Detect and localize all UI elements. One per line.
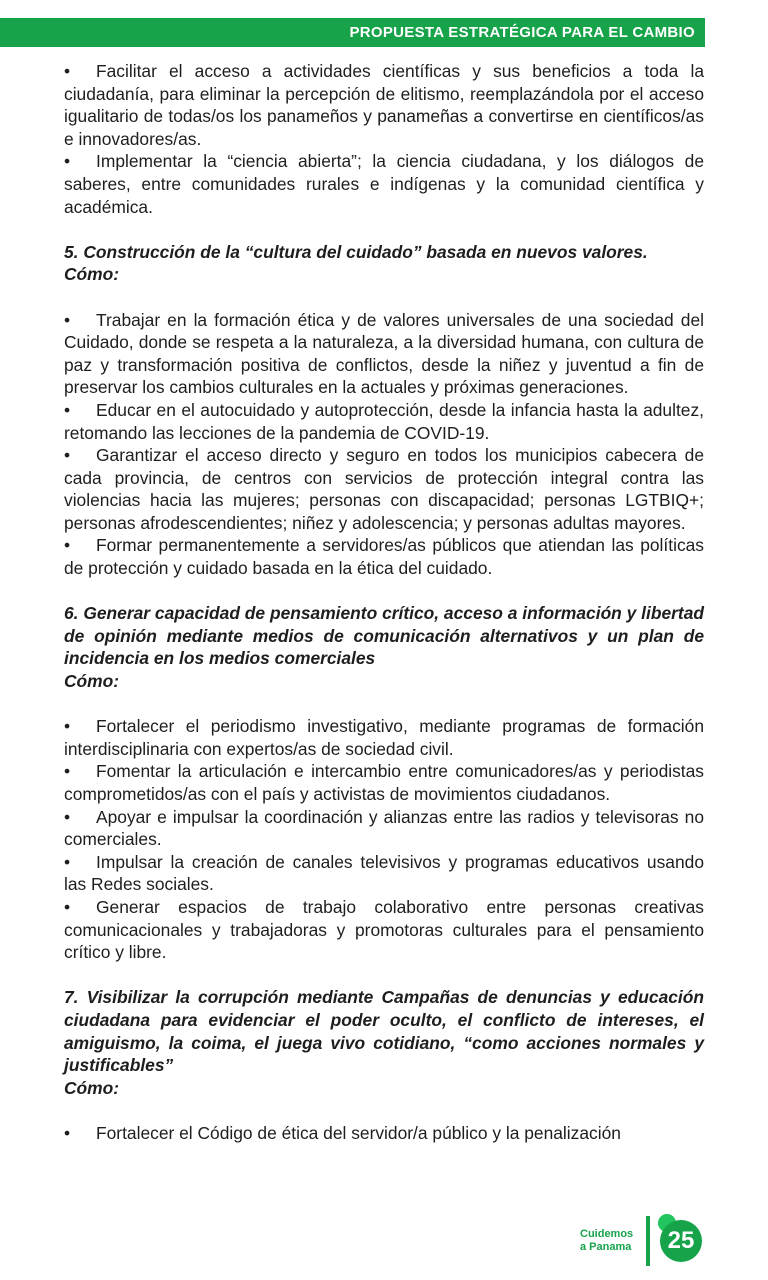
list-item: • Apoyar e impulsar la coordinación y alianzas entre las radios y televisoras no comerciales. xyxy=(64,806,704,850)
footer-line1: Cuidemos xyxy=(580,1228,634,1240)
list-item: • Generar espacios de trabajo colaborativo entre personas creativas comunicacionales y trabajadoras y promotoras culturales para el pensamiento crítico y libre. xyxy=(64,896,704,963)
section-6-como: Cómo: xyxy=(64,671,120,692)
list-item: • Educar en el autocuidado y autoprotección, desde la infancia hasta la adultez, retomando las lecciones de la pandemia de COVID-19. xyxy=(64,399,704,443)
header-bar xyxy=(0,18,705,47)
footer-line2: a Panama xyxy=(580,1241,632,1253)
list-item: • Fomentar la articulación e intercambio entre comunicadores/as y periodistas comprometidos/as con el país y activistas de movimientos ciudadanos. xyxy=(64,761,704,804)
header-title: PROPUESTA ESTRATÉGICA PARA EL CAMBIO xyxy=(349,24,695,41)
list-item: • Garantizar el acceso directo y seguro en todos los municipios cabecera de cada provincia, de centros con servicios de protección integral contra las violencias hacia las mujeres; personas con discapacidad; personas LGTBIQ+; personas afrodescendientes; niñez y adolescencia; y personas adultas mayores. xyxy=(64,445,704,533)
page-number: 25 xyxy=(660,1220,702,1262)
list-item: • Facilitar el acceso a actividades científicas y sus beneficios a toda la ciudadanía, para eliminar la percepción de elitismo, reemplazándola por el acceso igualitario de todas/os los panameños y panameñas a convertirse en científicos/as e innovadores/as. xyxy=(64,61,704,149)
list-item: • Trabajar en la formación ética y de valores universales de una sociedad del Cuidado, donde se respeta a la naturaleza, a la diversidad humana, con cultura de paz y transformación positiva de conflictos, desde la niñez y juventud a fin de preservar los cambios culturales en la actuales y próximas generaciones. xyxy=(64,309,704,398)
document-body xyxy=(64,60,704,1145)
section-7-title: 7. Visibilizar la corrupción mediante Campañas de denuncias y educación ciudadana para evidenciar el poder oculto, el conflicto de intereses, el amiguismo, la coima, el juega vivo cotidiano, “como acciones normales y justificables” xyxy=(64,987,704,1076)
footer-divider xyxy=(646,1216,650,1266)
section-7-como: Cómo: xyxy=(64,1077,120,1098)
list-item: • Fortalecer el periodismo investigativo, mediante programas de formación interdisciplinaria con expertos/as de sociedad civil. xyxy=(64,716,704,759)
section-5-como: Cómo: xyxy=(64,264,120,285)
list-item: • Impulsar la creación de canales televisivos y programas educativos usando las Redes sociales. xyxy=(64,851,704,895)
section-5-title: 5. Construcción de la “cultura del cuidado” basada en nuevos valores. xyxy=(64,241,648,262)
list-item: • Implementar la “ciencia abierta”; la ciencia ciudadana, y los diálogos de saberes, entre comunidades rurales e indígenas y la comunidad científica y académica. xyxy=(64,151,704,217)
footer-logo xyxy=(580,1214,710,1270)
list-item: • Formar permanentemente a servidores/as públicos que atiendan las políticas de protección y cuidado basada en la ética del cuidado. xyxy=(64,535,704,579)
list-item: • Fortalecer el Código de ética del servidor/a público y la penalización xyxy=(64,1122,621,1143)
section-6-title: 6. Generar capacidad de pensamiento crítico, acceso a información y libertad de opinión mediante medios de comunicación alternativos y un plan de incidencia en los medios comerciales xyxy=(64,603,704,669)
